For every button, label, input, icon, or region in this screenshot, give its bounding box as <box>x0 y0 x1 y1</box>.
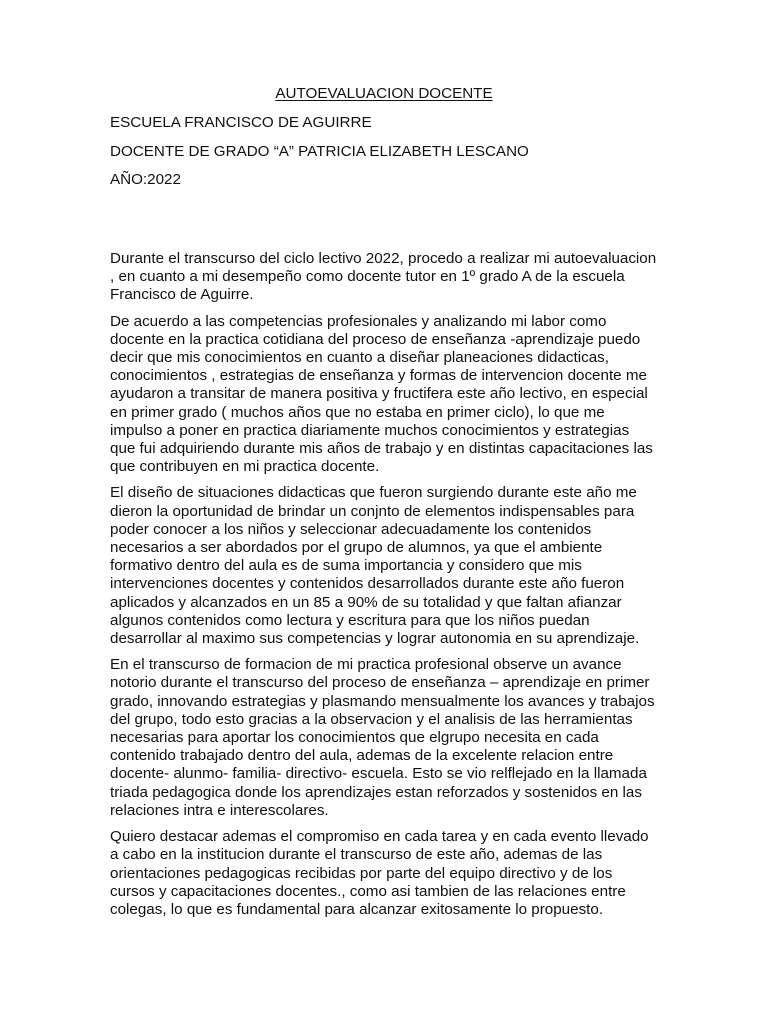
paragraph-intro: Durante el transcurso del ciclo lectivo 2022, procedo a realizar mi autoevaluacion , en cuanto a mi desempeño como docente tutor en 1º grado A de la escuela Francisco de Aguirre. <box>110 250 657 304</box>
teacher-name: DOCENTE DE GRADO “A” PATRICIA ELIZABETH LESCANO <box>110 143 529 160</box>
paragraph-competencies: De acuerdo a las competencias profesionales y analizando mi labor como docente en la practica cotidiana del proceso de enseñanza -aprendizaje puedo decir que mis conocimientos en cuanto a diseñar planeaciones didacticas, conocimientos , estrategias de enseñanza y formas de intervencion docente me ayudaron a transitar de manera positiva y fructifera este año lectivo, en especial en primer grado ( muchos años que no estaba en primer ciclo), lo que me impulso a poner en practica diariamente muchos conocimientos y estrategias que fui adquiriendo durante mis años de trabajo y en distintas capacitaciones las que contribuyen en mi practica docente. <box>110 312 653 476</box>
school-name: ESCUELA FRANCISCO DE AGUIRRE <box>110 114 372 131</box>
paragraph-didactic-design: El diseño de situaciones didacticas que fueron surgiendo durante este año me dieron la oportunidad de brindar un conjnto de elementos indispensables para poder conocer a los niños y seleccionar adecuadamente los contenidos necesarios a ser abordados por el grupo de alumnos, ya que el ambiente formativo dentro del aula es de suma importancia y considero que mis intervenciones docentes y contenidos desarrollados durante este año fueron aplicados y alcanzados en un 85 a 90% de su totalidad y que faltan afianzar algunos contenidos como lectura y escritura para que los niños puedan desarrollar al maximo sus competencias y lograr autonomia en su aprendizaje. <box>110 484 640 648</box>
school-year: AÑO:2022 <box>110 171 181 188</box>
paragraph-professional-practice: En el transcurso de formacion de mi practica profesional observe un avance notorio durante el transcurso del proceso de enseñanza – aprendizaje en primer grado, innovando estrategias y plasmando mensualmente los avances y trabajos del grupo, todo esto gracias a la observacion y el analisis de las herramientas necesarias para aportar los conocimientos que elgrupo necesita en cada contenido trabajado dentro del aula, ademas de la excelente relacion entre docente- alunmo- familia- directivo- escuela. Esto se vio relflejado en la llamada triada pedagogica donde los aprendizajes estan reforzados y sostenidos en las relaciones intra e interescolares. <box>110 656 655 819</box>
document-body <box>110 250 658 927</box>
document-title: AUTOEVALUACION DOCENTE <box>275 85 493 102</box>
paragraph-commitment: Quiero destacar ademas el compromiso en cada tarea y en cada evento llevado a cabo en la institucion durante el transcurso de este año, ademas de las orientaciones pedagogicas recibidas por parte del equipo directivo y de los cursos y capacitaciones docentes., como asi tambien de las relaciones entre colegas, lo que es fundamental para alcanzar exitosamente lo propuesto. <box>110 828 649 918</box>
